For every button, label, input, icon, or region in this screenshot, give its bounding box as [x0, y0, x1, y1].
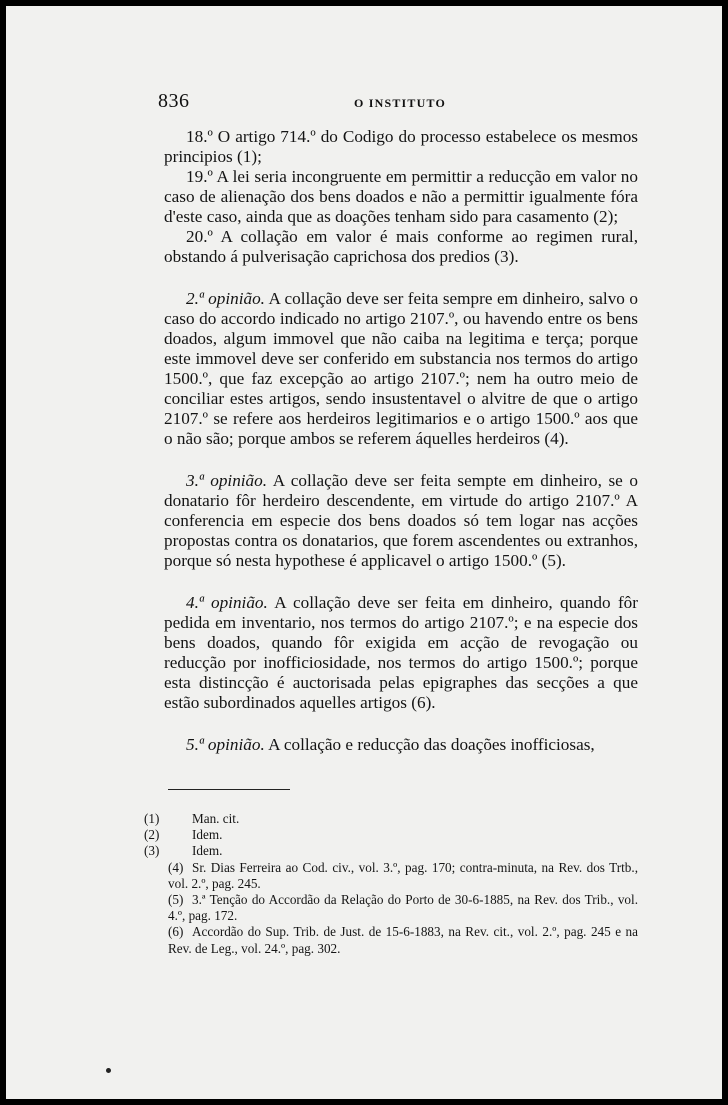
footnote-4-mark: (4): [168, 859, 184, 875]
body-text: [164, 127, 638, 755]
paragraph-20: [164, 227, 638, 267]
opinion-2-label: 2.ª opinião.: [186, 289, 265, 308]
footnote-1-text: Man. cit.: [192, 811, 240, 826]
opinion-3-text: A collação deve ser feita sempte em dinheiro, se o donatario fôr herdeiro descendente, em virtude do artigo 2107.º A conferencia em especie dos bens doados só tem logar nas acções propostas contra os donatarios, que forem ascendentes ou extranhos, porque só nesta hypothese é applicavel o artigo 1500.º (5).: [164, 471, 638, 570]
opinion-4-label: 4.ª opinião.: [186, 593, 268, 612]
opinion-3-label: 3.ª opinião.: [186, 471, 268, 490]
footnote-4-text: Sr. Dias Ferreira ao Cod. civ., vol. 3.º, pag. 170; contra-minuta, na Rev. dos Trtb., vol. 2.º, pag. 245.: [168, 859, 638, 891]
footnote-3-text: Idem.: [192, 843, 223, 859]
running-title: O INSTITUTO: [354, 96, 447, 110]
footnotes: [144, 811, 638, 957]
footnote-6: [168, 924, 638, 956]
footnote-6-mark: (6): [168, 924, 184, 940]
opinion-5: [164, 735, 638, 755]
footnote-4: [168, 860, 638, 892]
scan-speck: [106, 1068, 111, 1073]
footnote-5-text: 3.ª Tenção do Accordão da Relação do Porto de 30-6-1885, na Rev. dos Trib., vol. 4.º, pag. 172.: [168, 892, 638, 924]
scanned-page: [6, 6, 722, 1099]
footnote-5-mark: (5): [168, 892, 184, 908]
page-header: [158, 90, 638, 116]
opinion-2: [164, 289, 638, 449]
page-number: 836: [158, 90, 190, 112]
opinion-4: [164, 593, 638, 713]
footnote-rule: [168, 789, 290, 790]
opinion-2-text: A collação deve ser feita sempre em dinheiro, salvo o caso do accordo indicado no artigo 2107.º, ou havendo entre os bens doados, algum immovel que não caiba na legitima e terça; porque este immovel deve ser conferido em substancia nos termos do artigo 1500.º, que faz excepção ao artigo 2107.º; nem ha outro meio de conciliar estes artigos, sendo insustentavel o alvitre de que o artigo 2107.º se refere aos herdeiros legitimarios e o artigo 1500.º aos que o não são; porque ambos se referem áquelles herdeiros (4).: [164, 289, 638, 448]
paragraph-18: [164, 127, 638, 167]
opinion-5-text: A collação e reducção das doações inofficiosas,: [268, 735, 595, 754]
footnote-3: [144, 843, 638, 859]
footnote-5: [168, 892, 638, 924]
opinion-4-text: A collação deve ser feita em dinheiro, quando fôr pedida em inventario, nos termos do artigo 2107.º; e na especie dos bens doados, quando fôr exigida em acção de revogação ou reducção por inofficiosidade, nos termos do artigo 1500.º; porque esta distincção é auctorisada pelas epigraphes das secções a que estão subordinados aquelles artigos (6).: [164, 593, 638, 712]
paragraph-20-text: 20.º A collação em valor é mais conforme ao regimen rural, obstando á pulverisação caprichosa dos predios (3).: [164, 227, 638, 266]
footnote-1: [144, 811, 638, 827]
footnote-1-mark: (1): [144, 811, 160, 826]
paragraph-19-text: 19.º A lei seria incongruente em permittir a reducção em valor no caso de alienação dos bens doados e não a permittir igualmente fóra d'este caso, ainda que as doações tenham sido para casamento (2);: [164, 167, 638, 226]
footnote-2-mark: (2): [144, 827, 160, 843]
opinion-3: [164, 471, 638, 571]
footnote-2: [144, 827, 638, 843]
paragraph-19: [164, 167, 638, 227]
footnote-6-text: Accordão do Sup. Trib. de Just. de 15-6-1883, na Rev. cit., vol. 2.º, pag. 245 e na Rev. de Leg., vol. 24.º, pag. 302.: [168, 924, 638, 956]
footnote-3-mark: (3): [144, 843, 160, 859]
opinion-5-label: 5.ª opinião.: [186, 735, 265, 754]
paragraph-18-text: 18.º O artigo 714.º do Codigo do processo estabelece os mesmos principios (1);: [164, 127, 638, 166]
footnote-2-text: Idem.: [192, 827, 223, 843]
